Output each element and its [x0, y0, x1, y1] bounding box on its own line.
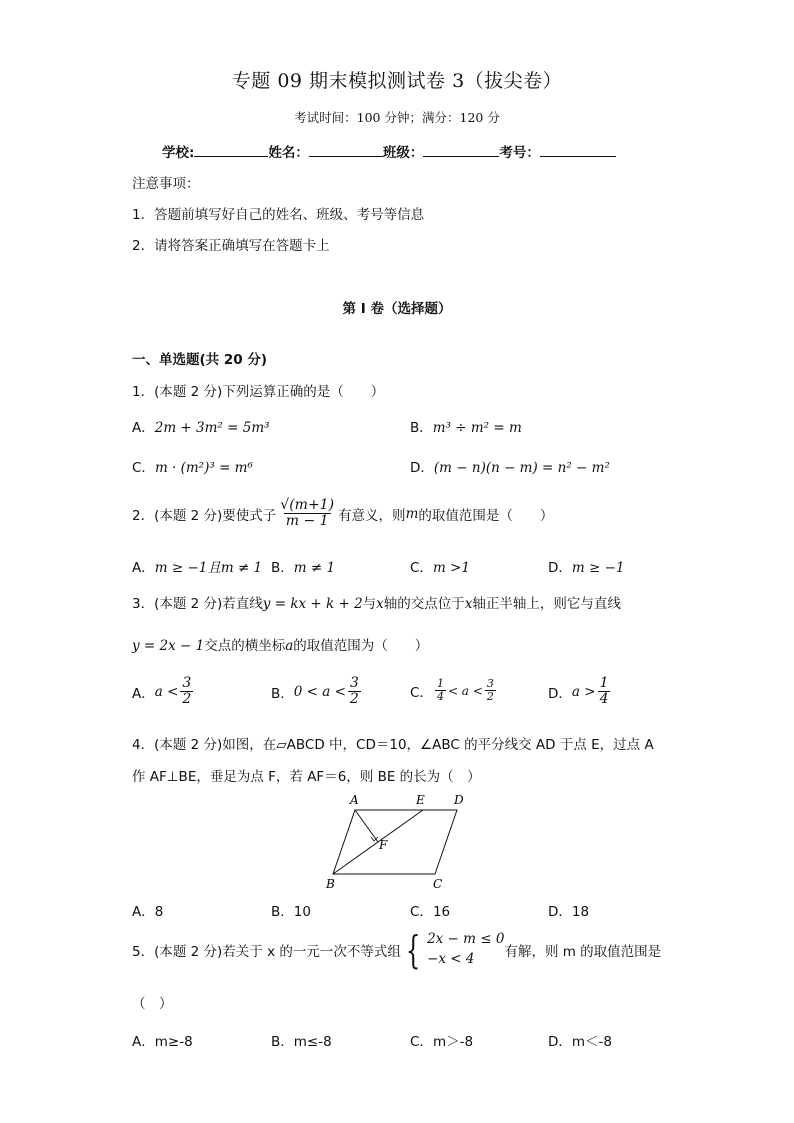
option-text: m³ ÷ m² = m [432, 420, 522, 436]
option-fraction [598, 676, 611, 708]
point-label-c: C [433, 877, 443, 891]
q5-option-a[interactable] [132, 1030, 193, 1050]
parallelogram-figure [320, 790, 480, 892]
q2-fraction [278, 498, 336, 530]
q3-equation: y = 2x − 1 [132, 638, 205, 654]
q4-option-b[interactable] [271, 900, 311, 920]
q3-stem-text: 交点的横坐标 [204, 638, 286, 654]
option-text: a > [571, 683, 596, 700]
option-text: m≥-8 [154, 1034, 193, 1050]
notes-heading: 注意事项： [132, 176, 200, 192]
volume-title: 第 I 卷（选择题） [342, 301, 452, 317]
q5-option-b[interactable] [271, 1030, 332, 1050]
question-1-stem: 1．(本题 2 分)下列运算正确的是（ ） [132, 384, 385, 400]
q3-variable: x [376, 596, 384, 612]
q4-option-a[interactable] [132, 900, 163, 920]
question-4-stem-line1: 4．(本题 2 分)如图，在▱ABCD 中，CD＝10，∠ABC 的平分线交 AD 于点 E，过点 A [132, 737, 654, 753]
point-label-b: B [326, 877, 335, 891]
question-5-paren: （ ） [132, 996, 173, 1012]
option-text: m · (m²)³ = m⁶ [154, 460, 253, 476]
option-label: A． [132, 420, 155, 436]
class-blank[interactable] [423, 142, 499, 157]
fraction-denominator: m − 1 [285, 513, 329, 530]
page-title: 专题 09 期末模拟测试卷 3（拔尖卷） [231, 70, 563, 92]
option-text: < a < [447, 683, 483, 698]
fraction-numerator: 3 [349, 675, 359, 691]
fraction-numerator: 1 [436, 677, 444, 690]
question-5-stem [132, 927, 662, 972]
fraction-denominator: 2 [182, 691, 192, 708]
option-label: D． [410, 460, 434, 476]
option-label: C． [410, 904, 433, 920]
q4-option-c[interactable] [410, 900, 450, 920]
option-label: B． [271, 560, 294, 576]
point-label-a: A [350, 793, 359, 807]
option-text: m≤-8 [293, 1034, 332, 1050]
q3-option-b[interactable] [271, 676, 363, 708]
q3-stem-text: 轴的交点位于 [383, 596, 465, 612]
option-text: 0 < a < [293, 683, 346, 700]
option-text: 18 [571, 904, 590, 920]
option-label: D． [548, 904, 572, 920]
option-text: 8 [154, 904, 164, 920]
note-item: 2．请将答案正确填写在答题卡上 [132, 238, 330, 254]
option-label: B． [271, 1034, 294, 1050]
option-fraction [180, 676, 193, 708]
number-label: 考号： [499, 145, 540, 161]
q3-variable: x [464, 596, 473, 612]
fraction-denominator: 2 [349, 691, 359, 708]
question-3-stem-line1 [132, 592, 621, 612]
option-text: 10 [293, 904, 311, 920]
name-blank[interactable] [309, 142, 383, 157]
option-text: 16 [432, 904, 451, 920]
option-text: 2m + 3m² = 5m³ [154, 420, 270, 436]
q3-stem-text: 3．(本题 2 分)若直线 [132, 596, 263, 612]
student-info-row [162, 141, 616, 161]
option-label: A． [132, 560, 155, 576]
fraction-denominator: 4 [599, 691, 609, 708]
option-label: C． [410, 684, 433, 701]
q3-variable: a [285, 638, 294, 654]
fraction-numerator: 3 [486, 677, 494, 690]
option-text: m ≥ −1且m ≠ 1 [154, 560, 263, 576]
section-title: 一、单选题(共 20 分) [132, 352, 268, 368]
option-label: D． [548, 685, 572, 702]
note-item: 1．答题前填写好自己的姓名、班级、考号等信息 [132, 207, 425, 223]
option-label: A． [132, 1034, 155, 1050]
q5-option-d[interactable] [548, 1030, 612, 1050]
q4-option-d[interactable] [548, 900, 589, 920]
parallelogram-abcd [333, 810, 457, 874]
q2-stem-text: 的取值范围是（ ） [418, 507, 554, 524]
q3-stem-text: 轴正半轴上，则它与直线 [472, 596, 621, 612]
point-label-e: E [416, 793, 425, 807]
q1-option-c[interactable] [132, 456, 253, 476]
option-text: m＞-8 [432, 1034, 474, 1050]
option-label: B． [271, 904, 294, 920]
option-text: m >1 [432, 560, 470, 576]
school-blank[interactable] [194, 142, 268, 157]
q3-option-c[interactable] [410, 678, 498, 703]
inequality-row: −x < 4 [427, 950, 475, 967]
option-label: C． [410, 1034, 433, 1050]
q1-option-b[interactable] [410, 416, 522, 436]
option-label: A． [132, 904, 155, 920]
q5-stem-text: 有解，则 m 的取值范围是 [504, 943, 662, 960]
q2-option-c[interactable] [410, 556, 470, 576]
segment-af [355, 810, 378, 842]
option-label: B． [410, 420, 433, 436]
q3-equation: y = kx + k + 2 [262, 596, 363, 612]
q5-stem-text: 5．(本题 2 分)若关于 x 的一元一次不等式组 [132, 943, 401, 960]
option-text: (m − n)(n − m) = n² − m² [433, 460, 610, 476]
option-label: C． [410, 560, 433, 576]
q3-stem-text: 与 [362, 596, 377, 612]
point-label-f: F [379, 838, 388, 852]
number-blank[interactable] [540, 142, 616, 157]
exam-subtitle: 考试时间：100 分钟；满分：120 分 [294, 110, 500, 125]
option-label: D． [548, 560, 572, 576]
inequality-row: 2x − m ≤ 0 [427, 931, 505, 947]
question-3-stem-line2 [132, 634, 428, 654]
option-text: m ≠ 1 [293, 560, 336, 576]
option-label: B． [271, 685, 294, 702]
q3-option-d[interactable] [548, 676, 612, 708]
brace-icon: { [405, 927, 421, 972]
option-text: a < [154, 683, 179, 700]
q1-option-d[interactable] [410, 456, 610, 476]
q2-option-b[interactable] [271, 556, 335, 576]
fraction-denominator: 4 [436, 690, 444, 704]
question-2-stem [132, 498, 553, 530]
option-fraction [485, 678, 496, 703]
option-text: m＜-8 [571, 1034, 613, 1050]
q2-stem-text: 2．(本题 2 分)要使式子 [132, 507, 277, 524]
option-label: D． [548, 1034, 572, 1050]
class-label: 班级： [382, 145, 424, 161]
option-fraction [348, 676, 361, 708]
point-label-d: D [454, 793, 464, 807]
fraction-numerator: √(m+1) [280, 497, 335, 513]
fraction-numerator: 3 [182, 675, 192, 691]
option-fraction [435, 678, 446, 703]
q3-stem-text: 的取值范围为（ ） [293, 638, 429, 654]
q2-variable: m [405, 505, 419, 522]
option-label: A． [132, 685, 155, 702]
name-label: 姓名： [268, 145, 309, 161]
option-label: C． [132, 460, 155, 476]
q5-option-c[interactable] [410, 1030, 473, 1050]
q2-option-a[interactable] [132, 556, 262, 576]
q2-stem-text: 有意义，则 [338, 507, 406, 524]
q2-option-d[interactable] [548, 556, 625, 576]
q1-option-a[interactable] [132, 416, 270, 436]
question-4-stem-line2: 作 AF⊥BE，垂足为点 F，若 AF＝6，则 BE 的长为（ ） [132, 769, 481, 785]
school-label: 学校: [162, 145, 195, 161]
inequality-system [401, 927, 505, 972]
q3-option-a[interactable] [132, 676, 195, 708]
fraction-denominator: 2 [486, 690, 494, 704]
fraction-numerator: 1 [599, 675, 609, 691]
option-text: m ≥ −1 [571, 560, 625, 576]
